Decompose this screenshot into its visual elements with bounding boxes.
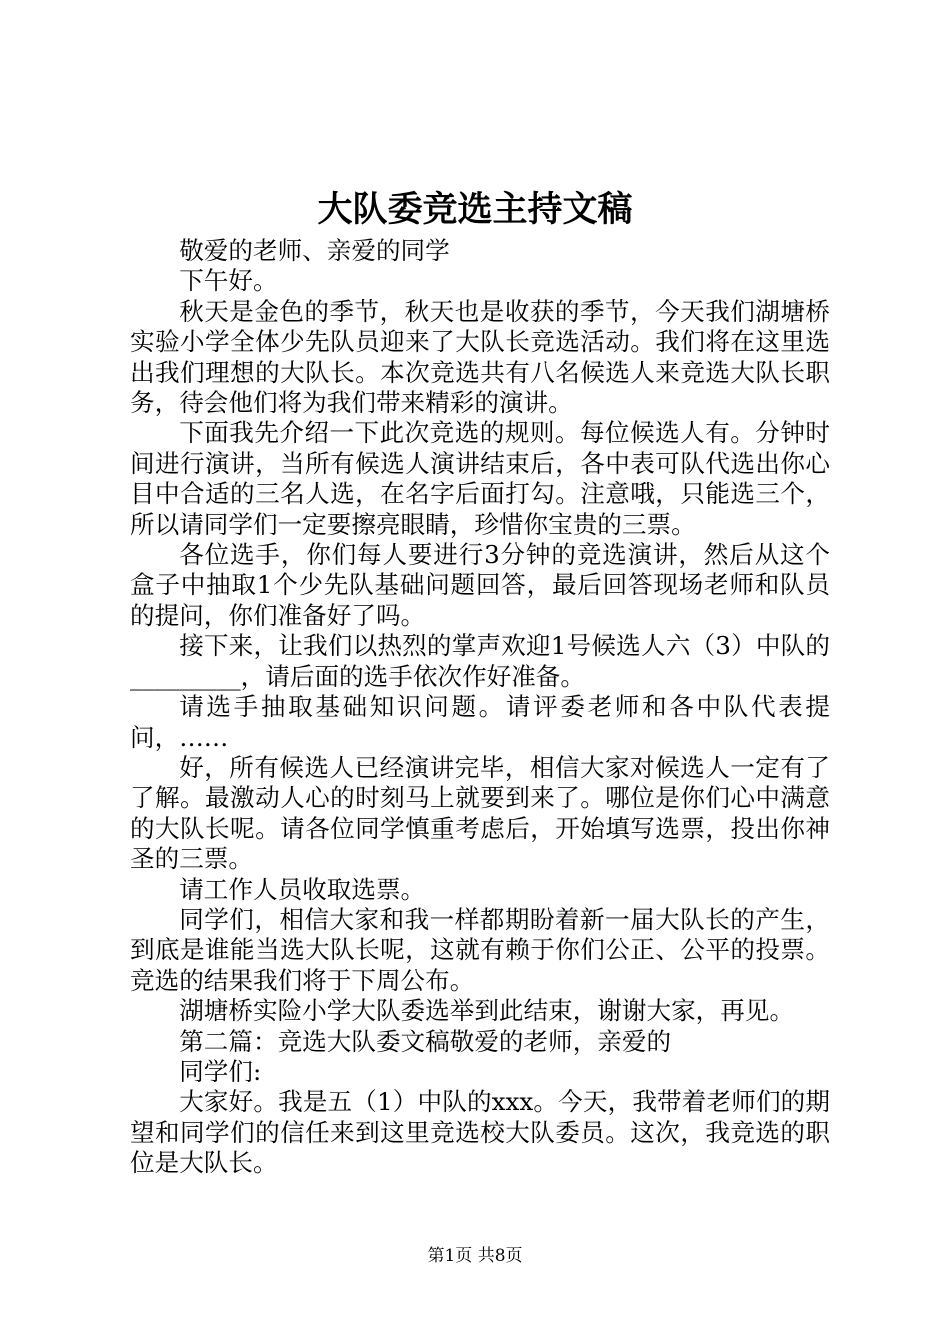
paragraph: 第二篇：竞选大队委文稿敬爱的老师，亲爱的	[179, 1026, 672, 1056]
paragraph: 秋天是金色的季节，秋天也是收获的季节，今天我们湖塘桥实验小学全体少先队员迎来了大队长竞选活动。我们将在这里选出我们理想的大队长。本次竞选共有八名候选人来竞选大队长职务，待会他们将为我们带来精彩的演讲。	[130, 296, 830, 418]
paragraph: 请选手抽取基础知识问题。请评委老师和各中队代表提问，……	[130, 692, 830, 752]
paragraph: 大家好。我是五（1）中队的xxx。今天，我带着老师们的期望和同学们的信任来到这里竞选校大队委员。这次，我竞选的职位是大队长。	[130, 1087, 830, 1178]
paragraph: 湖塘桥实险小学大队委选举到此结束，谢谢大家，再见。	[179, 996, 795, 1026]
paragraph: 敬爱的老师、亲爱的同学	[179, 236, 450, 265]
paragraph: 同学们，相信大家和我一样都期盼着新一届大队长的产生，到底是谁能当选大队长呢，这就有赖于你们公正、公平的投票。竞选的结果我们将于下周公布。	[130, 904, 830, 995]
document-body	[130, 236, 830, 1179]
paragraph: 各位选手，你们每人要进行3分钟的竞选演讲，然后从这个盒子中抽取1个少先队基础问题回答，最后回答现场老师和队员的提问，你们准备好了吗。	[130, 540, 830, 630]
paragraph: 请工作人员收取选票。	[179, 874, 426, 904]
paragraph: 下面我先介绍一下此次竞选的规则。每位候选人有。分钟时间进行演讲，当所有候选人演讲结束后，各中表可队代选出你心目中合适的三名人选，在名字后面打勾。注意哦，只能选三个，所以请同学们一定要擦亮眼睛，珍惜你宝贵的三票。	[130, 418, 830, 539]
paragraph: 好，所有候选人已经演讲完毕，相信大家对候选人一定有了了解。最激动人心的时刻马上就要到来了。哪位是你们心中满意的大队长呢。请各位同学慎重考虑后，开始填写选票，投出你神圣的三票。	[130, 752, 830, 874]
page-footer: 第1页 共8页	[427, 1246, 523, 1266]
paragraph: 同学们:	[179, 1056, 262, 1086]
paragraph: 接下来，让我们以热烈的掌声欢迎1号候选人六（3）中队的_________，请后面的选手依次作好准备。	[130, 631, 830, 691]
paragraph: 下午好。	[179, 266, 278, 296]
document-title: 大队委竞选主持文稿	[317, 189, 633, 230]
